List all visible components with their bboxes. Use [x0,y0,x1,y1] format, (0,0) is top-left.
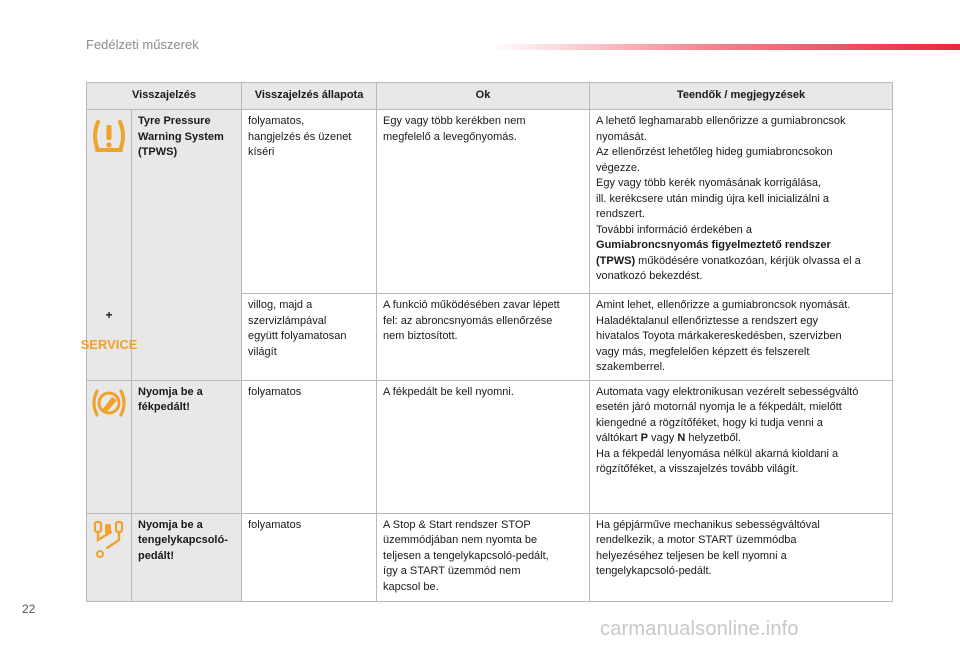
indicator-icon-cell [87,380,132,513]
action-cell: Amint lehet, ellenőrizze a gumiabroncsok nyomását. Haladéktalanul ellenőriztesse a rendszert egy hivatalos Toyota márkakereskedésben, szervizben vagy más, megfelelően képzett és felszerelt szakemberrel. [590,294,893,381]
cause-cell: A funkció működésében zavar lépett fel: az abroncsnyomás ellenőrzése nem biztosított. [377,294,590,381]
col-header-state: Visszajelzés állapota [242,83,377,110]
col-header-action: Teendők / megjegyzések [590,83,893,110]
indicator-name-clutch: Nyomja be a tengelykapcsoló- pedált! [132,513,242,601]
clutch-pedal-warning-icon [87,518,131,562]
watermark: carmanualsonline.info [600,618,799,640]
header-accent-bar [490,44,960,50]
indicator-name-brake: Nyomja be a fékpedált! [132,380,242,513]
cause-cell: A fékpedált be kell nyomni. [377,380,590,513]
indicator-icon-cell [87,513,132,601]
section-title: Fedélzeti műszerek [86,37,199,52]
warning-lights-table [80,82,893,602]
tire-pressure-warning-icon [87,116,131,156]
table-header-row [87,83,893,110]
table-row [87,380,893,513]
table-row [87,513,893,601]
plus-sign: + [105,308,113,322]
cause-cell: Egy vagy több kerékben nem megfelelő a levegőnyomás. [377,110,590,294]
table-row [87,110,893,294]
svg-text:SERVICE: SERVICE [80,336,138,352]
indicator-name-tpws: Tyre Pressure Warning System (TPWS) [132,110,242,381]
action-cell: A lehető leghamarabb ellenőrizze a gumiabroncsok nyomását. Az ellenőrzést lehetőleg hideg gumiabroncsokon végezze. Egy vagy több kerék nyomásának korrigálása, ill. kerékcsere után mindig újra kell inicializálni a rendszert. További információ érdekében a Gumiabroncsnyomás figyelmeztető rendszer (TPWS) működésére vonatkozóan, kérjük olvassa el a vonatkozó bekezdést. [590,110,893,294]
state-cell: folyamatos [242,380,377,513]
page-number: 22 [22,602,36,616]
brake-pedal-warning-icon [87,385,131,421]
cause-cell: A Stop & Start rendszer STOP üzemmódjában nem nyomta be teljesen a tengelykapcsoló-pedált, így a START üzemmód nem kapcsol be. [377,513,590,601]
col-header-indicator: Visszajelzés [87,83,242,110]
state-cell: villog, majd a szervizlámpával együtt folyamatosan világít [242,294,377,381]
col-header-cause: Ok [377,83,590,110]
action-cell: Ha gépjárműve mechanikus sebességváltóval rendelkezik, a motor START üzemmódba helyezéséhez teljesen be kell nyomni a tengelykapcsoló-pedált. [590,513,893,601]
indicator-icon-cell [80,110,138,381]
action-cell: Automata vagy elektronikusan vezérelt sebességváltó esetén járó motornál nyomja le a fékpedált, mielőtt kiengedné a rögzítőféket, hogy ki tudja venni a váltókart P vagy N helyzetből. Ha a fékpedál lenyomása nélkül akarná kioldani a rögzítőféket, a visszajelzés tovább világít. [590,380,893,513]
state-cell: folyamatos, hangjelzés és üzenet kíséri [242,110,377,294]
service-icon [80,336,138,352]
state-cell: folyamatos [242,513,377,601]
